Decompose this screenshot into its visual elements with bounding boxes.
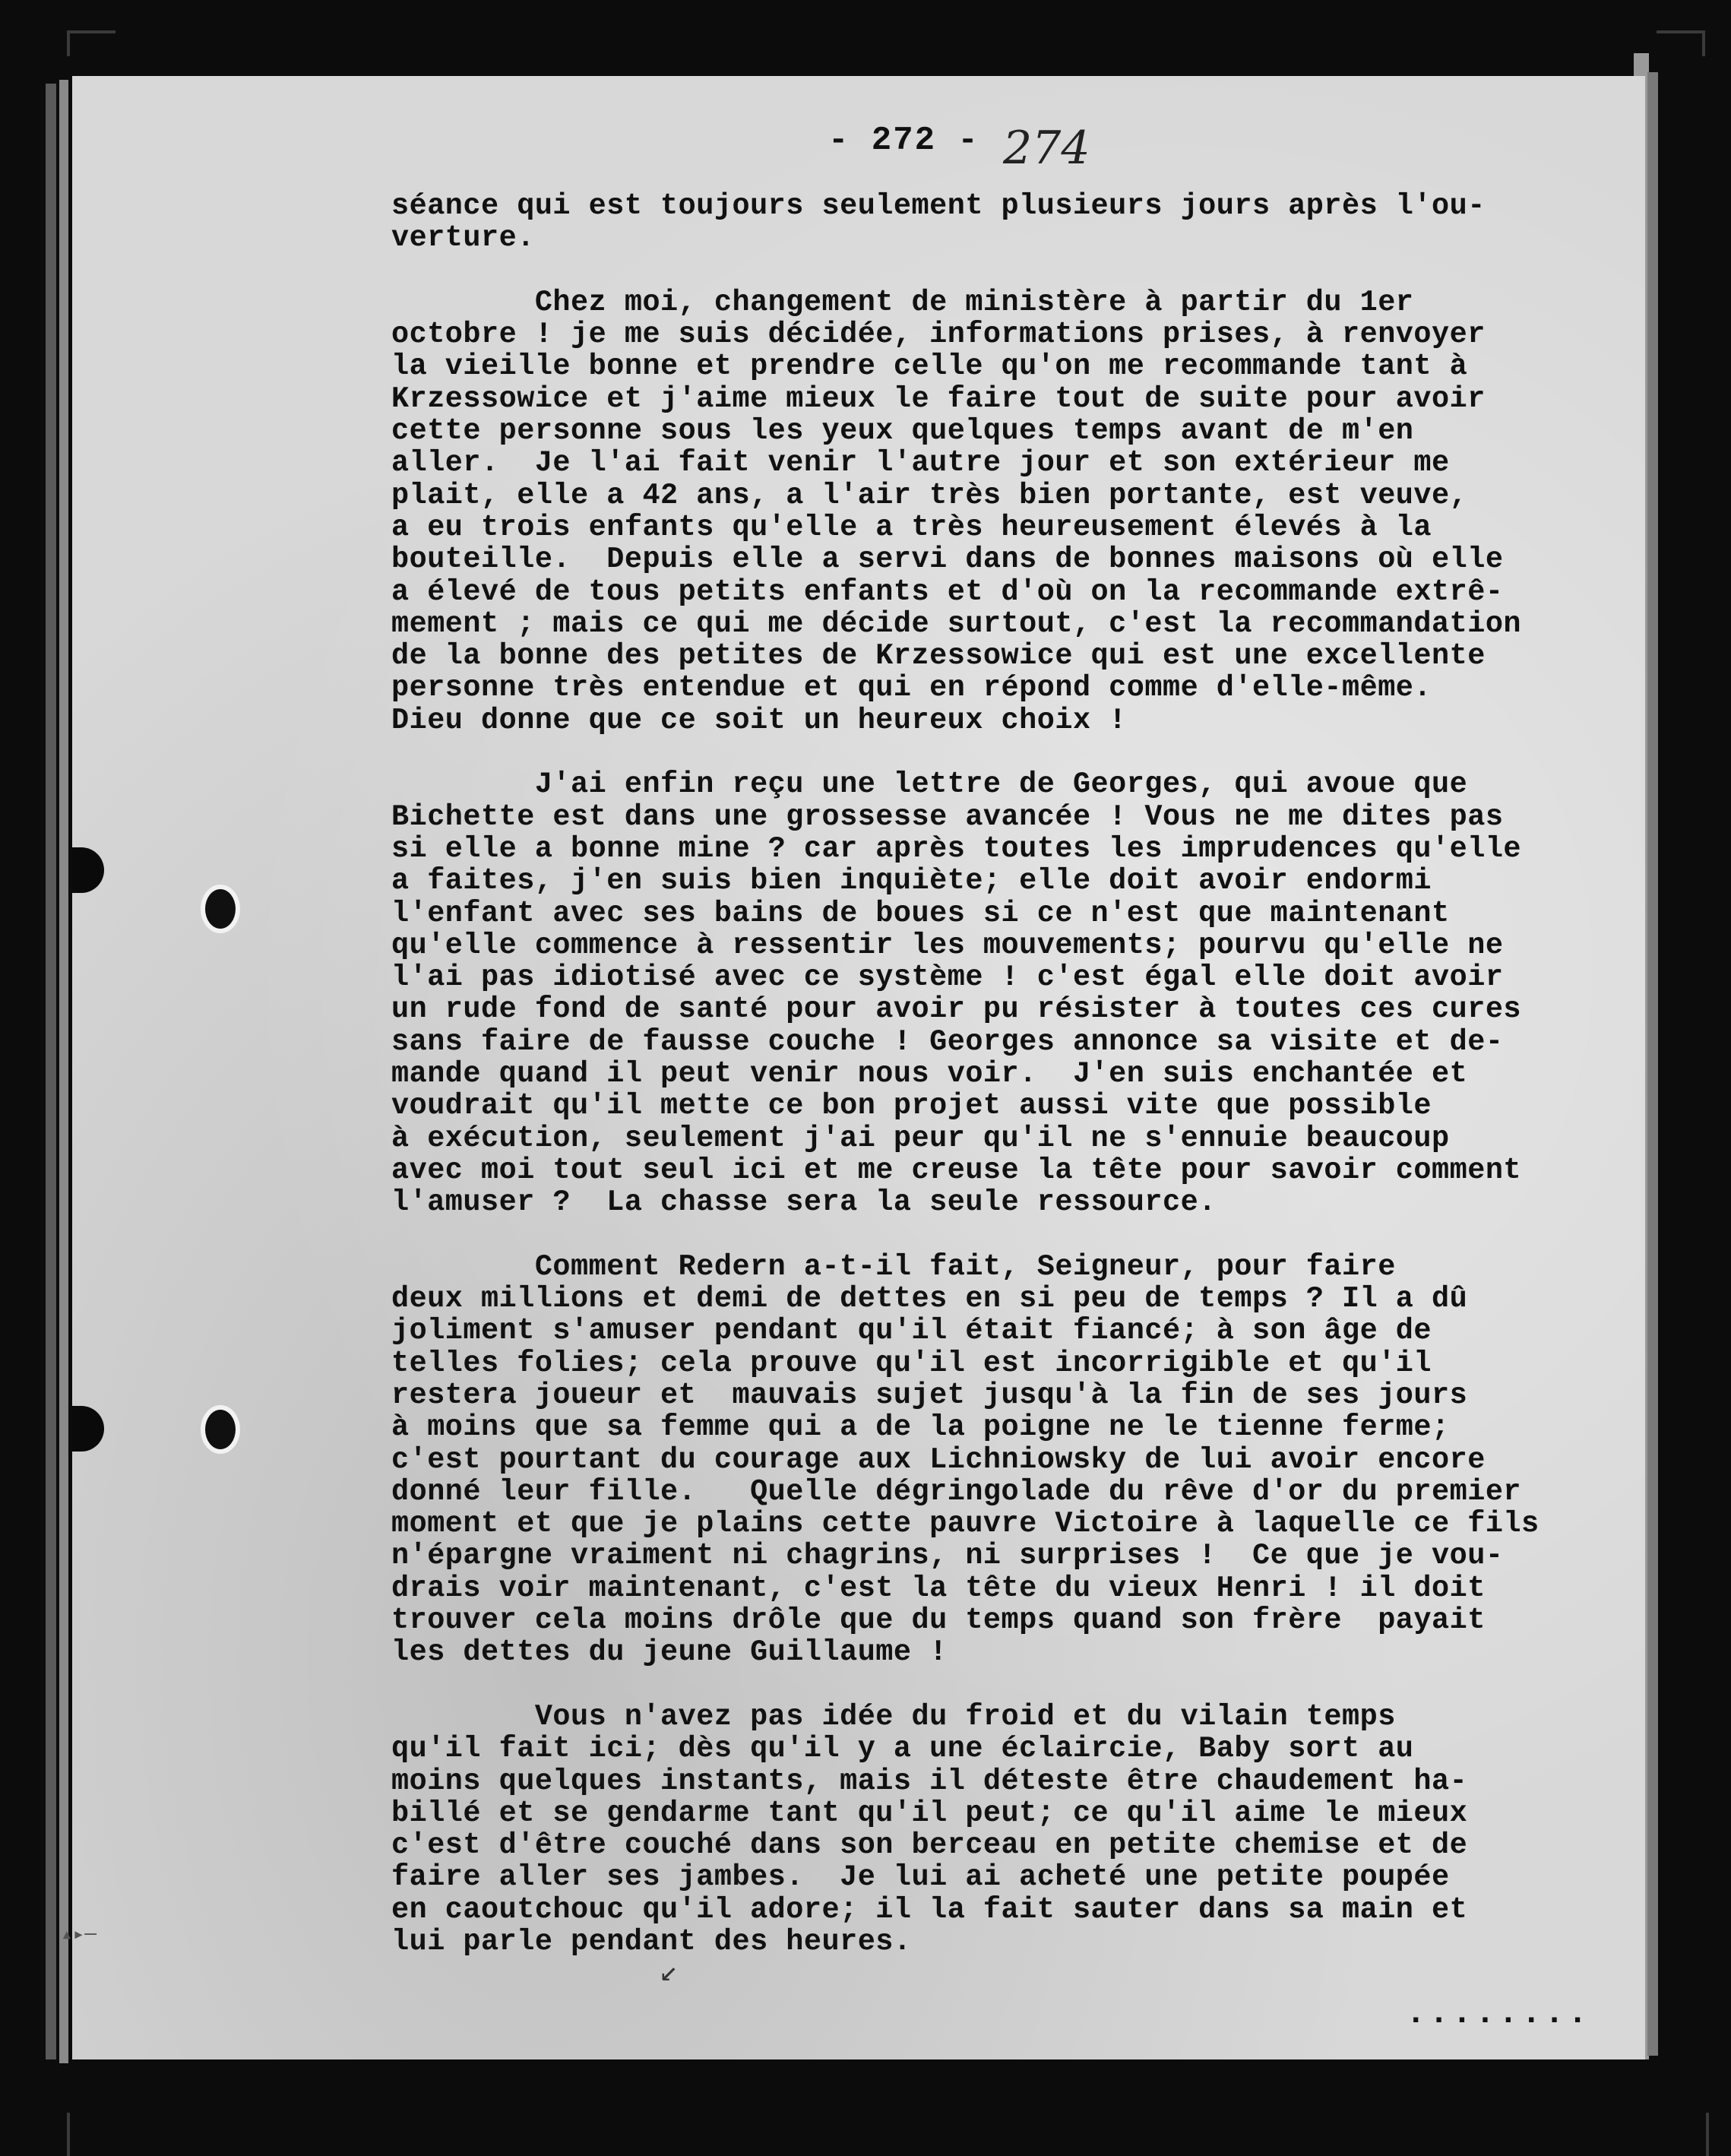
text-line: J'ai enfin reçu une lettre de Georges, qui avoue que — [391, 768, 1468, 802]
text-line: c'est pourtant du courage aux Lichniowsky de lui avoir encore — [391, 1442, 1486, 1477]
text-line: en caoutchouc qu'il adore; il la fait sauter dans sa main et — [391, 1892, 1468, 1926]
text-line: personne très entendue et qui en répond comme d'elle-même. — [391, 671, 1432, 705]
binding-hole — [72, 847, 104, 893]
paragraph-gap — [391, 255, 1607, 287]
text-line: l'amuser ? La chasse sera la seule ressource. — [391, 1186, 1217, 1220]
text-line: restera joueur et mauvais sujet jusqu'à la fin de ses jours — [391, 1378, 1468, 1412]
text-line: moins quelques instants, mais il déteste être chaudement ha- — [391, 1764, 1468, 1798]
text-line: joliment s'amuser pendant qu'il était fiancé; à son âge de — [391, 1314, 1432, 1348]
text-line: séance qui est toujours seulement plusieurs jours après l'ou- — [391, 189, 1486, 223]
text-line: plait, elle a 42 ans, a l'air très bien portante, est veuve, — [391, 478, 1468, 512]
letter-body — [391, 190, 1607, 1958]
text-line: Bichette est dans une grossesse avancée ! Vous ne me dites pas — [391, 799, 1504, 834]
paragraph — [391, 1701, 1607, 1958]
text-line: avec moi tout seul ici et me creuse la tête pour savoir comment — [391, 1153, 1522, 1187]
text-line: a faites, j'en suis bien inquiète; elle doit avoir endormi — [391, 864, 1432, 898]
text-line: aller. Je l'ai fait venir l'autre jour et son extérieur me — [391, 446, 1450, 480]
text-line: cette personne sous les yeux quelques temps avant de m'en — [391, 414, 1414, 448]
pen-mark: ↙ — [660, 1956, 679, 1990]
text-line: deux millions et demi de dettes en si peu de temps ? Il a dû — [391, 1282, 1468, 1316]
text-line: qu'elle commence à ressentir les mouvements; pourvu qu'elle ne — [391, 928, 1504, 962]
text-line: n'épargne vraiment ni chagrins, ni surprises ! Ce que je vou- — [391, 1539, 1504, 1573]
binding-hole — [72, 1406, 104, 1452]
paragraph — [391, 768, 1607, 1218]
page-stack-edge-right-inner — [1647, 72, 1658, 2056]
frame-corner-bottom-left — [67, 2113, 100, 2156]
text-line: donné leur fille. Quelle dégringolade du rêve d'or du premier — [391, 1474, 1522, 1509]
text-line: les dettes du jeune Guillaume ! — [391, 1635, 948, 1670]
text-line: l'ai pas idiotisé avec ce système ! c'est égal elle doit avoir — [391, 961, 1504, 995]
text-line: telles folies; cela prouve qu'il est incorrigible et qu'il — [391, 1346, 1432, 1380]
text-line: à exécution, seulement j'ai peur qu'il ne s'ennuie beaucoup — [391, 1121, 1450, 1155]
paragraph — [391, 287, 1607, 736]
text-line: lui parle pendant des heures. — [391, 1925, 912, 1959]
text-line: de la bonne des petites de Krzessowice qui est une excellente — [391, 639, 1486, 673]
page-stack-edge-left — [46, 84, 56, 2059]
text-line: Chez moi, changement de ministère à partir du 1er — [391, 285, 1414, 319]
paragraph-gap — [391, 1219, 1607, 1251]
text-line: l'enfant avec ses bains de boues si ce n'est que maintenant — [391, 896, 1450, 930]
text-line: bouteille. Depuis elle a servi dans de bonnes maisons où elle — [391, 543, 1504, 577]
text-line: Comment Redern a-t-il fait, Seigneur, pour faire — [391, 1249, 1396, 1284]
text-line: a élevé de tous petits enfants et d'où on la recommande extrê- — [391, 575, 1504, 609]
continuation-dots: ........ — [1406, 1995, 1591, 2033]
text-line: octobre ! je me suis décidée, informations prises, à renvoyer — [391, 318, 1486, 352]
text-line: sans faire de fausse couche ! Georges annonce sa visite et de- — [391, 1024, 1504, 1059]
text-line: drais voir maintenant, c'est la tête du vieux Henri ! il doit — [391, 1571, 1486, 1605]
frame-corner-bottom-right — [1676, 2113, 1709, 2156]
text-line: si elle a bonne mine ? car après toutes les imprudences qu'elle — [391, 831, 1522, 866]
typed-page-number: - 272 - — [828, 122, 979, 160]
text-line: trouver cela moins drôle que du temps quand son frère payait — [391, 1604, 1486, 1638]
text-line: Dieu donne que ce soit un heureux choix ! — [391, 703, 1127, 737]
paragraph — [391, 190, 1607, 255]
text-line: à moins que sa femme qui a de la poigne ne le tienne ferme; — [391, 1410, 1450, 1445]
punch-hole — [205, 889, 236, 929]
text-line: c'est d'être couché dans son berceau en petite chemise et de — [391, 1828, 1468, 1863]
frame-corner-top-right — [1657, 30, 1705, 56]
frame-corner-top-left — [67, 30, 116, 56]
text-line: la vieille bonne et prendre celle qu'on me recommande tant à — [391, 350, 1468, 384]
paragraph-gap — [391, 736, 1607, 768]
text-line: verture. — [391, 221, 535, 255]
paragraph — [391, 1251, 1607, 1669]
text-line: Krzessowice et j'aime mieux le faire tout de suite pour avoir — [391, 381, 1486, 416]
handwritten-page-number: 274 — [1003, 122, 1090, 175]
text-line: un rude fond de santé pour avoir pu résister à toutes ces cures — [391, 993, 1522, 1027]
punch-hole — [205, 1410, 236, 1449]
text-line: billé et se gendarme tant qu'il peut; ce qu'il aime le mieux — [391, 1796, 1468, 1830]
text-line: voudrait qu'il mette ce bon projet aussi vite que possible — [391, 1089, 1432, 1123]
text-line: moment et que je plains cette pauvre Victoire à laquelle ce fils — [391, 1507, 1540, 1541]
page-stack-edge-left-inner — [59, 80, 68, 2063]
margin-mark: ▴▸─ — [61, 1923, 97, 1946]
text-line: mement ; mais ce qui me décide surtout, c'est la recommandation — [391, 606, 1522, 641]
paragraph-gap — [391, 1669, 1607, 1701]
text-line: qu'il fait ici; dès qu'il y a une éclaircie, Baby sort au — [391, 1732, 1414, 1766]
text-line: mande quand il peut venir nous voir. J'en suis enchantée et — [391, 1057, 1468, 1091]
text-line: faire aller ses jambes. Je lui ai acheté une petite poupée — [391, 1860, 1450, 1895]
text-line: a eu trois enfants qu'elle a très heureusement élevés à la — [391, 510, 1432, 544]
text-line: Vous n'avez pas idée du froid et du vilain temps — [391, 1699, 1396, 1733]
